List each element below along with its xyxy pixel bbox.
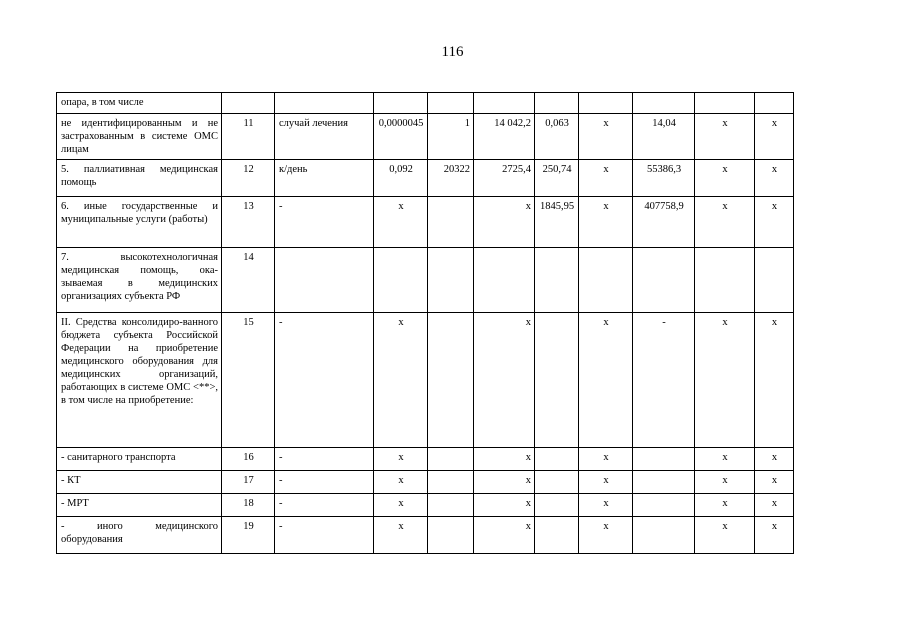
pct-cell: х	[755, 160, 794, 197]
table-row	[57, 197, 794, 248]
pct-cell: х	[755, 517, 794, 554]
unit-cell: -	[275, 448, 374, 471]
row-name-cell: опара, в том числе	[57, 93, 222, 114]
table-row	[57, 93, 794, 114]
per-capita-b-cell: х	[579, 471, 633, 494]
volume-cell	[428, 248, 474, 313]
per-capita-a-cell	[535, 494, 579, 517]
per-capita-a-cell: 1845,95	[535, 197, 579, 248]
sum-b-cell: х	[695, 160, 755, 197]
table-row	[57, 448, 794, 471]
sum-b-cell: х	[695, 114, 755, 160]
sum-b-cell: х	[695, 471, 755, 494]
data-table	[56, 92, 794, 554]
sum-b-cell: х	[695, 448, 755, 471]
cost-cell: х	[474, 313, 535, 448]
table-row	[57, 160, 794, 197]
per-capita-b-cell: х	[579, 114, 633, 160]
cost-cell: х	[474, 494, 535, 517]
row-number-cell: 19	[222, 517, 275, 554]
unit-cell	[275, 93, 374, 114]
row-name-cell: - МРТ	[57, 494, 222, 517]
cost-cell: 14 042,2	[474, 114, 535, 160]
table-row	[57, 494, 794, 517]
norm-cell: 0,0000045	[374, 114, 428, 160]
cost-cell	[474, 248, 535, 313]
sum-b-cell: х	[695, 517, 755, 554]
table-row	[57, 471, 794, 494]
row-number-cell: 13	[222, 197, 275, 248]
cost-cell: х	[474, 448, 535, 471]
row-name-cell: - санитарного транспорта	[57, 448, 222, 471]
page-number: 116	[441, 44, 464, 60]
cost-cell	[474, 93, 535, 114]
table-row	[57, 114, 794, 160]
row-number-cell: 11	[222, 114, 275, 160]
row-name-cell: 6. иные государственные и муниципальные услуги (работы)	[57, 197, 222, 248]
volume-cell: 20322	[428, 160, 474, 197]
cost-cell: х	[474, 471, 535, 494]
row-number-cell: 18	[222, 494, 275, 517]
row-number-cell	[222, 93, 275, 114]
pct-cell: х	[755, 471, 794, 494]
per-capita-b-cell: х	[579, 313, 633, 448]
volume-cell	[428, 471, 474, 494]
sum-a-cell: 55386,3	[633, 160, 695, 197]
norm-cell: х	[374, 471, 428, 494]
sum-a-cell	[633, 494, 695, 517]
norm-cell	[374, 248, 428, 313]
sum-a-cell	[633, 93, 695, 114]
unit-cell: -	[275, 471, 374, 494]
per-capita-b-cell: х	[579, 494, 633, 517]
unit-cell: -	[275, 197, 374, 248]
per-capita-b-cell: х	[579, 448, 633, 471]
cost-cell: х	[474, 517, 535, 554]
volume-cell	[428, 448, 474, 471]
row-name-cell: не идентифицированным и не застрахованным в системе ОМС лицам	[57, 114, 222, 160]
sum-b-cell: х	[695, 494, 755, 517]
row-name-cell: - КТ	[57, 471, 222, 494]
row-number-cell: 17	[222, 471, 275, 494]
volume-cell	[428, 517, 474, 554]
pct-cell: х	[755, 448, 794, 471]
volume-cell	[428, 93, 474, 114]
unit-cell: к/день	[275, 160, 374, 197]
per-capita-a-cell	[535, 517, 579, 554]
sum-b-cell: х	[695, 313, 755, 448]
sum-a-cell: 407758,9	[633, 197, 695, 248]
norm-cell: х	[374, 494, 428, 517]
unit-cell: -	[275, 494, 374, 517]
row-name-cell: 7. высокотехнологичная медицинская помощь, ока-зываемая в медицинских организациях субъекта РФ	[57, 248, 222, 313]
unit-cell: случай лечения	[275, 114, 374, 160]
per-capita-a-cell: 0,063	[535, 114, 579, 160]
sum-a-cell	[633, 248, 695, 313]
norm-cell: х	[374, 448, 428, 471]
per-capita-a-cell	[535, 313, 579, 448]
table-row	[57, 248, 794, 313]
sum-a-cell	[633, 517, 695, 554]
row-name-cell: 5. паллиативная медицинская помощь	[57, 160, 222, 197]
row-number-cell: 15	[222, 313, 275, 448]
sum-a-cell	[633, 448, 695, 471]
table-row	[57, 517, 794, 554]
row-name-cell: - иного медицинского оборудования	[57, 517, 222, 554]
volume-cell	[428, 494, 474, 517]
volume-cell	[428, 313, 474, 448]
row-number-cell: 14	[222, 248, 275, 313]
per-capita-a-cell	[535, 93, 579, 114]
norm-cell: 0,092	[374, 160, 428, 197]
unit-cell: -	[275, 517, 374, 554]
pct-cell	[755, 93, 794, 114]
unit-cell	[275, 248, 374, 313]
table-row	[57, 313, 794, 448]
unit-cell: -	[275, 313, 374, 448]
per-capita-b-cell	[579, 248, 633, 313]
norm-cell: х	[374, 517, 428, 554]
per-capita-b-cell: х	[579, 160, 633, 197]
norm-cell: х	[374, 197, 428, 248]
norm-cell: х	[374, 313, 428, 448]
sum-b-cell: х	[695, 197, 755, 248]
per-capita-a-cell	[535, 248, 579, 313]
volume-cell	[428, 197, 474, 248]
sum-b-cell	[695, 93, 755, 114]
pct-cell: х	[755, 114, 794, 160]
cost-cell: х	[474, 197, 535, 248]
row-number-cell: 12	[222, 160, 275, 197]
per-capita-a-cell	[535, 471, 579, 494]
pct-cell: х	[755, 197, 794, 248]
sum-a-cell: -	[633, 313, 695, 448]
per-capita-b-cell: х	[579, 517, 633, 554]
row-name-cell: II. Средства консолидиро-ванного бюджета субъекта Российской Федерации на приобретение медицинского оборудования для медицинских организаций, работающих в системе ОМС <**>, в том числе на приобретение:	[57, 313, 222, 448]
norm-cell	[374, 93, 428, 114]
pct-cell: х	[755, 313, 794, 448]
pct-cell	[755, 248, 794, 313]
per-capita-b-cell	[579, 93, 633, 114]
sum-a-cell	[633, 471, 695, 494]
cost-cell: 2725,4	[474, 160, 535, 197]
per-capita-a-cell: 250,74	[535, 160, 579, 197]
per-capita-b-cell: х	[579, 197, 633, 248]
table-body	[57, 93, 794, 554]
volume-cell: 1	[428, 114, 474, 160]
sum-b-cell	[695, 248, 755, 313]
row-number-cell: 16	[222, 448, 275, 471]
pct-cell: х	[755, 494, 794, 517]
sum-a-cell: 14,04	[633, 114, 695, 160]
per-capita-a-cell	[535, 448, 579, 471]
